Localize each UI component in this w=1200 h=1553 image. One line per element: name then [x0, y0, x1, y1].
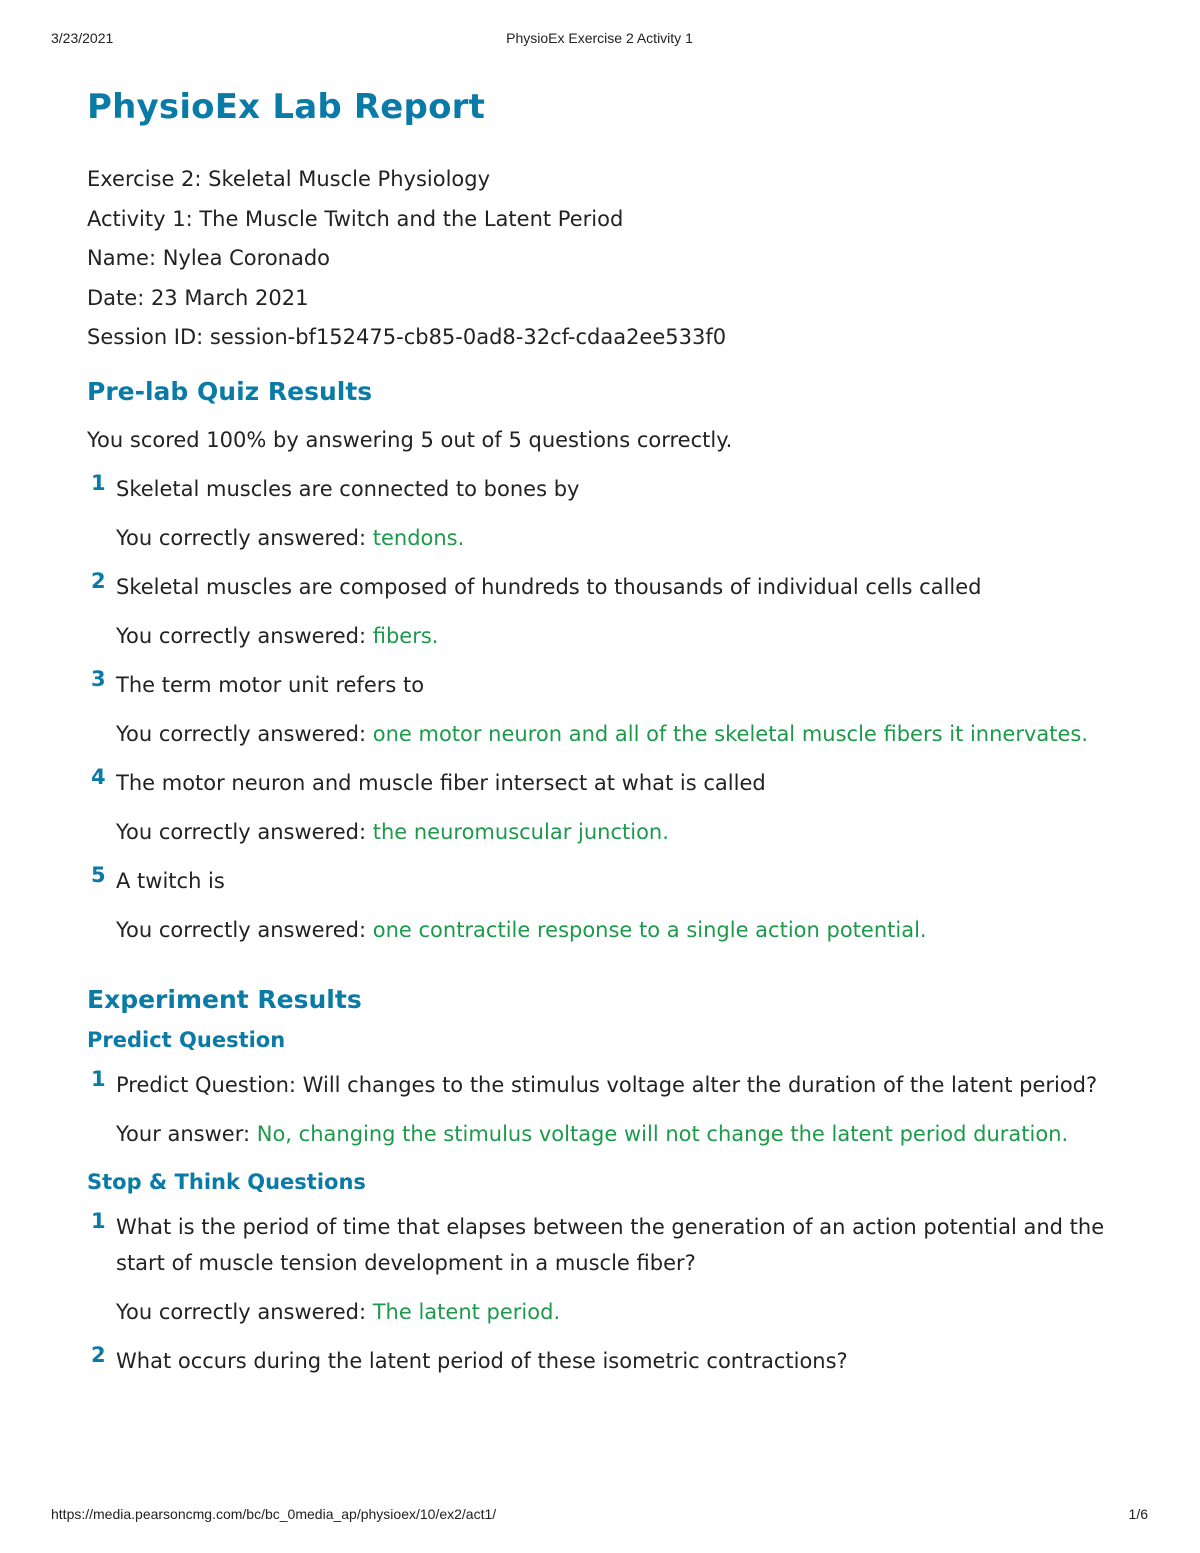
answer-label: You correctly answered: [116, 623, 373, 648]
question-number: 1 [91, 470, 106, 495]
stop-think-heading: Stop & Think Questions [87, 1169, 366, 1194]
question-number: 4 [91, 764, 106, 789]
print-header [51, 30, 1148, 50]
question-answer [116, 719, 1147, 749]
question-text: What occurs during the latent period of these isometric contractions? [116, 1348, 848, 1373]
print-footer [51, 1506, 1148, 1526]
answer-value: one motor neuron and all of the skeletal muscle fibers it innervates. [372, 721, 1089, 746]
answer-value: tendons. [372, 525, 465, 550]
exercise-line: Exercise 2: Skeletal Muscle Physiology [87, 167, 491, 191]
predict-question-list [87, 1067, 1147, 1149]
question-text: What is the period of time that elapses between the generation of an action potential and the start of muscle tension development in a muscle fiber? [116, 1214, 1105, 1275]
report-content [87, 82, 1147, 1379]
prelab-question [87, 863, 1147, 945]
print-date: 3/23/2021 [51, 30, 114, 46]
question-answer [116, 817, 1147, 847]
question-answer [116, 1119, 1147, 1149]
stop-think-question [87, 1209, 1147, 1327]
question-number: 1 [91, 1066, 106, 1091]
print-url: https://media.pearsoncmg.com/bc/bc_0media_ap/physioex/10/ex2/act1/ [51, 1506, 497, 1522]
prelab-heading: Pre-lab Quiz Results [87, 376, 373, 406]
answer-label: You correctly answered: [116, 917, 373, 942]
prelab-question [87, 667, 1147, 749]
question-text: Predict Question: Will changes to the stimulus voltage alter the duration of the latent period? [116, 1072, 1098, 1097]
answer-value: The latent period. [372, 1299, 561, 1324]
answer-label: Your answer: [116, 1121, 257, 1146]
answer-value: one contractile response to a single action potential. [372, 917, 927, 942]
question-text: Skeletal muscles are connected to bones by [116, 476, 580, 501]
question-answer [116, 1297, 1147, 1327]
session-id: Session ID: session-bf152475-cb85-0ad8-32cf-cdaa2ee533f0 [87, 325, 727, 349]
question-text: Skeletal muscles are composed of hundreds to thousands of individual cells called [116, 574, 982, 599]
answer-label: You correctly answered: [116, 721, 373, 746]
question-number: 3 [91, 666, 106, 691]
question-text: A twitch is [116, 868, 225, 893]
report-date: Date: 23 March 2021 [87, 285, 309, 310]
experiment-heading: Experiment Results [87, 984, 362, 1014]
answer-label: You correctly answered: [116, 1299, 373, 1324]
page-title: PhysioEx Lab Report [87, 87, 486, 127]
question-number: 2 [91, 568, 106, 593]
answer-value: fibers. [372, 623, 439, 648]
answer-label: You correctly answered: [116, 819, 373, 844]
question-number: 1 [91, 1208, 106, 1233]
page-number: 1/6 [1128, 1506, 1148, 1522]
question-answer [116, 915, 1147, 945]
answer-value: No, changing the stimulus voltage will not change the latent period duration. [256, 1121, 1069, 1146]
student-name: Name: Nylea Coronado [87, 246, 331, 270]
question-number: 5 [91, 862, 106, 887]
report-meta [87, 160, 1147, 358]
stop-think-question-list [87, 1209, 1147, 1379]
question-answer [116, 621, 1147, 651]
question-answer [116, 523, 1147, 553]
predict-heading: Predict Question [87, 1027, 286, 1052]
prelab-score: You scored 100% by answering 5 out of 5 questions correctly. [87, 427, 733, 452]
prelab-question [87, 569, 1147, 651]
answer-label: You correctly answered: [116, 525, 373, 550]
question-number: 2 [91, 1342, 106, 1367]
prelab-question [87, 765, 1147, 847]
prelab-question-list [87, 471, 1147, 945]
activity-line: Activity 1: The Muscle Twitch and the Latent Period [87, 206, 624, 231]
question-text: The motor neuron and muscle fiber intersect at what is called [116, 770, 766, 795]
stop-think-question [87, 1343, 1147, 1379]
answer-value: the neuromuscular junction. [372, 819, 669, 844]
predict-question [87, 1067, 1147, 1149]
print-title: PhysioEx Exercise 2 Activity 1 [506, 30, 693, 46]
prelab-question [87, 471, 1147, 553]
question-text: The term motor unit refers to [116, 672, 425, 697]
